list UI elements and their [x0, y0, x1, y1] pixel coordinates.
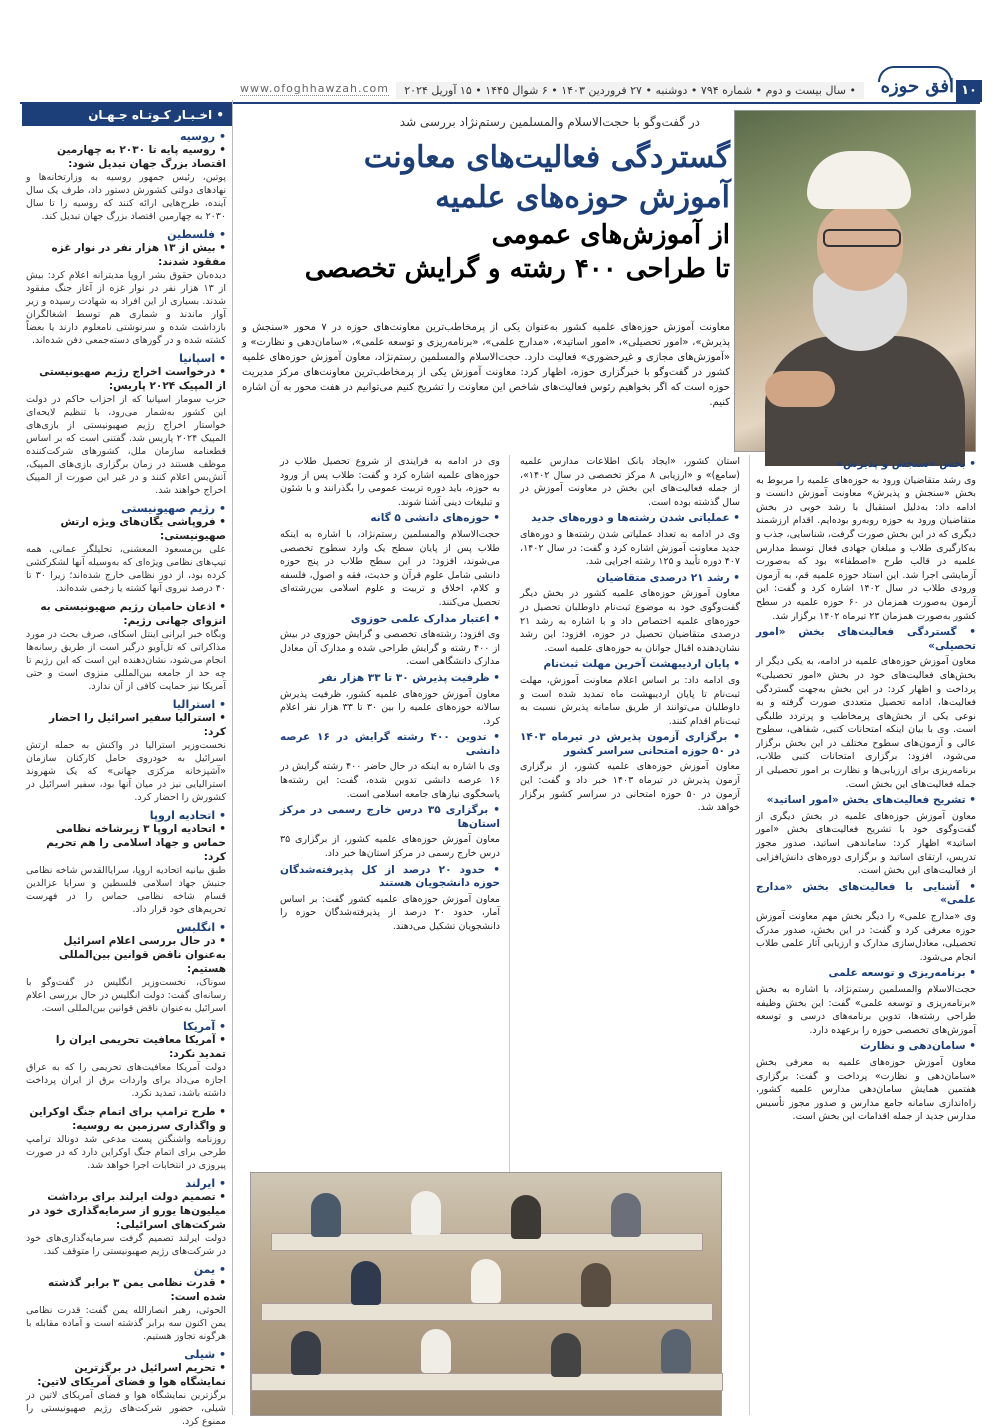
- news-body: دولت آمریکا معافیت‌های تحریمی را که به عراق اجازه می‌داد برای واردات برق از ایران پرداخت داشته باشد، تمدید نکرد.: [26, 1062, 226, 1099]
- section-subhead: • رشد ۲۱ درصدی متقاضیان: [596, 571, 740, 584]
- article-headline: [260, 138, 730, 286]
- paragraph: معاون آموزش حوزه‌های علمیه کشور در بخش دیگر گفت‌وگوی خود به موضوع ثبت‌نام داوطلبان تحصیل در حوزه‌های علمیه اختصاص داد و با اشاره به رشد ۲۱ درصدی متقاضیان تحصیل در حوزه، افزود: این رشد نشان‌دهنده اقبال جوانان به حوزه‌های علمیه است.: [520, 588, 740, 654]
- paragraph: معاون آموزش حوزه‌های علمیه به معرفی بخش «سامان‌دهی و نظارت» پرداخت و گفت: برگزاری هفتمین همایش سامان‌دهی مدارس علمیه کشور، راه‌اندازی سامانه جامع مدارس و صدور مجوز تأسیس مدارس جدید از جمله اقدامات این بخش است.: [756, 1056, 976, 1123]
- article-intro: معاونت آموزش حوزه‌های علمیه کشور به‌عنوان یکی از پرمخاطب‌ترین معاونت‌های حوزه در ۷ محور «سنجش و پذیرش»، «امور تحصیلی»، «امور اساتید»، «مدارج علمی»، «برنامه‌ریزی و توسعه علمی»، «سامان‌دهی و نظارت» و «آموزش‌های مجازی و غیرحضوری» فعالیت دارد. حجت‌الاسلام والمسلمین رستم‌نژاد، معاون آموزش حوزه‌های علمیه کشور در گفت‌وگو با خبرگزاری حوزه، اظهار کرد: معاونت آموزش یکی از پرمخاطب‌ترین معاونت‌های مرکز مدیریت حوزه است که اگر بخواهیم رئوس فعالیت‌های شاخص این معاونت را تشریح کنیم می‌توانیم در هفت محور به آن اشاره کنیم.: [242, 322, 730, 408]
- news-body: پوتین، رئیس جمهور روسیه به وزارتخانه‌ها و نهادهای دولتی کشورش دستور داد، طرف یک سال آینده، طرح‌هایی ارائه کنند که روسیه را تا سال ۲۰۳۰ به چهارمین اقتصاد بزرگ جهان تبدیل کند.: [26, 172, 226, 222]
- photo-student: [311, 1193, 341, 1237]
- section-subhead: • تدوین ۴۰۰ رشته گرایش در ۱۶ عرصه دانشی: [280, 731, 501, 757]
- news-body: وبگاه خبر ایرانی اینتل اسکای، صرف بحث در مورد مذاکراتی که تل‌آویو درگیر است از طریق رسانه‌ها انجام می‌شود، نشان‌دهنده این است که این رژیم تا چه حد از جامعه بین‌المللی منزوی است و حتی آمریکا نیز حمایت کافی از آن ندارد.: [26, 629, 226, 692]
- seminary-exam-photo: [250, 1172, 722, 1416]
- news-item: [26, 1177, 226, 1258]
- news-country: • روسیه: [179, 130, 226, 143]
- section-subhead: • عملیاتی شدن رشته‌ها و دوره‌های جدید: [531, 512, 740, 525]
- news-country: • اسپانیا: [179, 352, 226, 365]
- paragraph: معاون آموزش حوزه‌های علمیه کشور، ظرفیت پذیرش سالانه حوزه‌های علمیه را بین ۳۰ تا ۳۳ هزار نفر اعلام کرد.: [280, 688, 501, 727]
- column-divider: [749, 455, 750, 1415]
- news-item: [26, 352, 226, 497]
- newspaper-logo: افق حوزه: [880, 76, 954, 97]
- paragraph: وی در ادامه به تعداد عملیاتی شدن رشته‌ها و دوره‌های جدید معاونت آموزش اشاره کرد و گفت: در سال ۱۴۰۲، ۴۰۷ دوره تأیید و ۱۲۵ رشته اجرایی شد.: [520, 528, 740, 568]
- paragraph: وی «مدارج علمی» را دیگر بخش مهم معاونت آموزش حوزه معرفی کرد و گفت: در این بخش، صدور مدرک تحصیلی، معادل‌سازی مدارک و ارزیابی آثار علمی طلاب انجام می‌شود.: [756, 911, 976, 963]
- photo-desk-row: [261, 1303, 713, 1321]
- article-kicker: در گفت‌وگو با حجت‌الاسلام والمسلمین رستم‌نژاد بررسی شد: [399, 115, 700, 129]
- photo-desk-row: [251, 1373, 723, 1391]
- headline-line-2: آموزش حوزه‌های علمیه: [435, 180, 730, 215]
- news-item: [26, 1020, 226, 1100]
- paragraph: حجت‌الاسلام والمسلمین رستم‌نژاد، با اشاره به اینکه طلاب پس از پایان سطح یک وارد سطوح تخصصی می‌شوند، افزود: در این سطح طلاب در پنج حوزه دانشی شامل علوم قرآن و حدیث، فقه و اصول، فلسفه و کلام، اخلاق و تربیت و علوم اسلامی بین‌رشته‌ای تحصیل می‌کنند.: [280, 528, 500, 608]
- news-body: الحوثی، رهبر انصارالله یمن گفت: قدرت نظامی یمن اکنون سه برابر گذشته است و آماده مقابله با هرگونه تجاوز هستیم.: [26, 1305, 226, 1342]
- article-column-1: [756, 455, 976, 1415]
- section-subhead: • آشنایی با فعالیت‌های بخش «مدارج علمی»: [756, 880, 976, 907]
- headline-line-4: تا طراحی ۴۰۰ رشته و گرایش تخصصی: [304, 254, 730, 284]
- news-country: • رژیم صهیونیستی: [121, 502, 226, 515]
- news-head: • اتحادیه اروپا ۳ زیرشاخه نظامی حماس و جهاد اسلامی را هم تحریم کرد:: [46, 823, 226, 863]
- section-subhead: • پایان اردیبهشت آخرین مهلت ثبت‌نام: [543, 658, 740, 671]
- news-body: حزب سومار اسپانیا که از احزاب حاکم در دولت این کشور به‌شمار می‌رود، با تنظیم لایحه‌ای خواستار اخراج رژیم صهیونیستی از بازی‌های المپیک ۲۰۲۴ پاریس شد. گفتنی است که بر اساس قطعنامه سازمان ملل، کشورهای شرکت‌کننده موظف هستند در زمان برگزاری بازی‌های المپیک، آتش‌بس اعلام کنند و در غیر این صورت از المپیک اخراج خواهند شد.: [26, 394, 226, 496]
- news-body: دیده‌بان حقوق بشر اروپا مدیترانه اعلام کرد: بیش از ۱۳ هزار نفر در نوار غزه از آغاز جنگ مفقود شدند. بسیاری از این افراد به شهادت رسیده و زیر آوار ماندند و شماری هم توسط اشغالگران بازداشت شده و سرنوشتی نامعلوم دارند یا بعضاً کشته شده و در گورهای دسته‌جمعی دفن شده‌اند.: [26, 270, 226, 346]
- issue-line: • سال بیست و دوم • شماره ۷۹۴ • دوشنبه • ۲۷ فروردین ۱۴۰۳ • ۶ شوال ۱۴۴۵ • ۱۵ آوریل ۲۰۲۴: [396, 82, 864, 99]
- news-country: • آمریکا: [183, 1020, 226, 1033]
- news-body: روزنامه واشنگتن پست مدعی شد دونالد ترامپ طرحی برای اتمام جنگ اوکراین دارد که در صورت پیروزی در انتخابات اجرا خواهد شد.: [26, 1134, 226, 1171]
- news-body: نخست‌وزیر استرالیا در واکنش به حمله ارتش اسرائیل به خودروی حامل کارکنان سازمان «آشپزخانه مرکزی جهانی» که یک شهروند استرالیایی نیز در میان آنها بود، سفیر اسرائیل در کشورش را احضار کرد.: [26, 740, 226, 803]
- paragraph: معاون آموزش حوزه‌های علمیه کشور گفت: بر اساس آمار، حدود ۲۰ درصد از پذیرفته‌شدگان حوزه را دانشجویان تشکیل می‌دهند.: [280, 893, 500, 932]
- paragraph: معاون آموزش حوزه‌های علمیه در بخش دیگری از گفت‌وگوی خود با تشریح فعالیت‌های بخش «امور اساتید» اظهار کرد: ساماندهی اساتید، صدور مجوز تدریس، ارتقای اساتید و برگزاری دوره‌های دانش‌افزایی از فعالیت‌های این بخش است.: [756, 810, 976, 877]
- photo-student: [551, 1333, 581, 1377]
- sidebar-title: • اخـبـار کـوتـاه جـهـان: [22, 104, 232, 126]
- paragraph: وی ادامه داد: بر اساس اعلام معاونت آموزش، مهلت ثبت‌نام تا پایان اردیبهشت ماه تمدید شده است و داوطلبان می‌توانند از طریق سامانه پذیرش نسبت به ثبت‌نام اقدام کنند.: [520, 674, 740, 727]
- headline-line-3: از آموزش‌های عمومی: [491, 220, 730, 250]
- news-head: • درخواست اخراج رژیم صهیونیستی از المپیک ۲۰۲۴ پاریس:: [39, 366, 226, 392]
- news-item: [26, 228, 226, 347]
- photo-student: [351, 1261, 381, 1305]
- news-body: علی بن‌مسعود المعشنی، تحلیلگر عمانی، همه تیپ‌های نظامی ویژه‌ای که به‌وسیله آنها لشکرکشی کرده بود، از دور نظامی خارج شده‌اند؛ زیرا ۳۰ تا ۴۰ درصد نیروی آنها کشته یا زخمی شده‌اند.: [26, 544, 227, 594]
- photo-student: [661, 1329, 691, 1373]
- news-country: • انگلیس: [176, 921, 226, 934]
- paragraph: استان کشور، «ایجاد بانک اطلاعات مدارس علمیه (سامع)» و «ارزیابی ۸ مرکز تخصصی در سال ۱۴۰۲»، از جمله فعالیت‌های این بخش در معاونت آموزش در سال گذشته بوده است.: [520, 456, 740, 508]
- news-country: • اتحادیه اروپا: [149, 809, 226, 822]
- world-news-sidebar: [22, 100, 233, 1427]
- section-subhead: • حدود ۲۰ درصد از کل پذیرفته‌شدگان حوزه دانشجویان هستند: [280, 863, 500, 890]
- section-subhead: • تشریح فعالیت‌های بخش «امور اساتید»: [766, 794, 976, 807]
- section-subhead: • ظرفیت پذیرش ۳۰ تا ۳۳ هزار نفر: [318, 671, 500, 684]
- article-column-3: [280, 455, 500, 1170]
- photo-student: [611, 1193, 641, 1237]
- photo-student: [411, 1191, 441, 1235]
- paragraph: وی با اشاره به اینکه در حال حاضر ۴۰۰ رشته گرایش در ۱۶ عرصه دانشی تدوین شده، گفت: این رشته‌ها پاسخگوی نیازهای جامعه اسلامی است.: [280, 761, 501, 800]
- news-item: [26, 130, 226, 223]
- news-head: • قدرت نظامی یمن ۳ برابر گذشته شده است:: [48, 1277, 226, 1303]
- interviewee-photo: [734, 110, 976, 452]
- paragraph: وی افزود: رشته‌های تخصصی و گرایش حوزوی در بیش از ۴۰۰ رشته و گرایش طراحی شده و مدارک آن معادل مدارک دانشگاهی است.: [280, 629, 501, 668]
- paragraph: وی رشد متقاضیان ورود به حوزه‌های علمیه را مربوط به بخش «سنجش و پذیرش» معاونت آموزش دانست و ادامه داد: به‌دلیل استقبال با رشد خوبی در بخش متقاضیان ورود به حوزه روبه‌رو بوده‌ایم. اقدام ارزشمند دیگری که در این بخش صورت گرفت، شناسایی، جذب و به‌کارگیری طلاب و مبلغان جهادی فعال توسط مدارس علمیه در قالب طرح «اصطفاء» بود که به‌صورت آزمایشی اجرا شد. این استاد حوزه علمیه قم، به آزمون ورودی طلاب در سال ۱۴۰۲ اشاره کرد و گفت: این آزمون به‌صورت همزمان در ۶۰ حوزه علمیه در سطح کشور به‌صورت همزمان ۲۳ تیرماه ۱۴۰۲ برگزار شد.: [756, 474, 976, 622]
- section-subhead: • بخش «سنجش و پذیرش»: [836, 458, 976, 470]
- news-item: [26, 809, 226, 916]
- news-item: [26, 921, 226, 1015]
- news-head: • فروپاشی یگان‌های ویژه ارتش صهیونیستی:: [60, 516, 226, 542]
- photo-face: [817, 203, 903, 291]
- paragraph: معاون آموزش حوزه‌های علمیه در ادامه، به یکی دیگر از بخش‌های فعالیت‌های خود در بخش «امور تحصیلی» پرداخت و اظهار کرد: در این بخش به‌جهت گستردگی فعالیت‌ها، ادامه تحصیل متعددی صورت گرفته و به نوعی یکی از بخش‌های پرمخاطب و پرتردد طلبگی است. وی با بیان اینکه امتحانات کتبی، شفاهی، سطوح عالی و آزمون‌های سطوح مختلف در این بخش برگزار می‌شود، افزود: برگزاری امتحانات کتبی طلاب، برنامه‌ریزی برای ارزیابی‌ها و نظارت بر امور تحصیلی از جمله فعالیت‌های این بخش است.: [756, 656, 976, 790]
- photo-student: [421, 1329, 451, 1373]
- news-head: • تصمیم دولت ایرلند برای برداشت میلیون‌ها یورو از سرمایه‌گذاری خود در شرکت‌های اسرائیلی:: [28, 1191, 226, 1231]
- section-subhead: • برنامه‌ریزی و توسعه علمی: [828, 967, 976, 980]
- news-head: • آمریکا معافیت تحریمی ایران را تمدید نکرد:: [55, 1034, 226, 1060]
- news-body: دولت ایرلند تصمیم گرفت سرمایه‌گذاری‌های خود در شرکت‌های رژیم صهیونیستی را متوقف کند.: [26, 1233, 226, 1257]
- headline-line-1: گستردگی فعالیت‌های معاونت: [363, 140, 730, 175]
- section-subhead: • گستردگی فعالیت‌های بخش «امور تحصیلی»: [756, 626, 976, 652]
- section-subhead: • سامان‌دهی و نظارت: [860, 1040, 976, 1053]
- news-list: [22, 130, 232, 1428]
- paragraph: حجت‌الاسلام والمسلمین رستم‌نژاد، با اشاره به بخش «برنامه‌ریزی و توسعه علمی» گفت: این بخش وظیفه طراحی رشته‌ها، تدوین برنامه‌های درسی و توسعه آموزش‌های تخصصی حوزه را برعهده دارد.: [756, 983, 976, 1036]
- masthead: [0, 0, 1000, 100]
- news-country: • فلسطین: [167, 228, 226, 241]
- photo-student: [581, 1263, 611, 1307]
- news-country: • ایرلند: [185, 1177, 226, 1190]
- news-item: [26, 1348, 226, 1428]
- paragraph: معاون آموزش حوزه‌های علمیه کشور، از برگزاری ۳۵ درس خارج رسمی در مرکز استان‌ها خبر داد.: [280, 834, 500, 860]
- paragraph: وی در ادامه به فرایندی از شروع تحصیل طلاب در حوزه‌های علمیه اشاره کرد و گفت: طلاب پس از ورود به حوزه، باید دوره تربیت عمومی را بگذرانند و با شئون و تبلیغات دینی آشنا شوند.: [280, 456, 500, 508]
- paragraph: معاون آموزش حوزه‌های علمیه کشور، از برگزاری آزمون پذیرش در تیرماه ۱۴۰۳ خبر داد و گفت: این آزمون در ۵۰ حوزه امتحانی در سراسر کشور برگزار خواهد شد.: [520, 761, 740, 814]
- photo-student: [471, 1259, 501, 1303]
- photo-hand: [765, 371, 835, 407]
- news-head: • طرح ترامپ برای اتمام جنگ اوکراین و واگذاری سرزمین به روسیه:: [29, 1106, 226, 1132]
- photo-student: [511, 1195, 541, 1239]
- section-subhead: • برگزاری آزمون پذیرش در تیرماه ۱۴۰۳ در ۵۰ حوزه امتحانی سراسر کشور: [520, 731, 740, 757]
- news-head: • روسیه پایه تا ۲۰۳۰ به چهارمین اقتصاد بزرگ جهان تبدیل شود:: [57, 144, 226, 170]
- news-item: [26, 1263, 226, 1343]
- news-head: • در حال بررسی اعلام اسرائیل به‌عنوان ناقض قوانین بین‌المللی هستیم:: [58, 935, 226, 975]
- news-head: • بیش از ۱۳ هزار نفر در نوار غزه مفقود شدند:: [51, 242, 226, 268]
- section-subhead: • اعتبار مدارک علمی حوزوی: [350, 612, 500, 625]
- news-country: • شیلی: [184, 1348, 226, 1361]
- news-item: [26, 1105, 226, 1172]
- photo-turban: [807, 151, 911, 209]
- page-number: ۱۰: [956, 80, 982, 102]
- news-country: • استرالیا: [172, 698, 226, 711]
- news-body: طبق بیانیه اتحادیه اروپا، سرایاالقدس شاخه نظامی جنبش جهاد اسلامی فلسطین و سرایا عزالدین قسام شاخه نظامی حماس را در فهرست تحریم‌های خود قرار داد.: [26, 865, 226, 915]
- news-item: [26, 698, 226, 804]
- section-subhead: • حوزه‌های دانشی ۵ گانه: [370, 512, 500, 525]
- news-body: سوناک، نخست‌وزیر انگلیس در گفت‌وگو با رسانه‌ای گفت: دولت انگلیس در حال بررسی اعلام اسرائیل به‌عنوان ناقض قوانین بین‌المللی است.: [26, 977, 226, 1014]
- photo-glasses: [823, 229, 901, 247]
- photo-student: [291, 1331, 321, 1375]
- news-head: • تحریم اسرائیل در برگزترین نمایشگاه هوا و فضای آمریکای لاتین:: [37, 1362, 226, 1388]
- news-body: برگزترین نمایشگاه هوا و فضای آمریکای لاتین در شیلی، حضور شرکت‌های رژیم صهیونیستی را ممنوع کرد.: [26, 1390, 226, 1427]
- news-head: • استرالیا سفیر اسرائیل را احضار کرد:: [48, 712, 226, 738]
- news-head: • اذعان حامیان رژیم صهیونیستی به انزوای جهانی رژیم:: [40, 601, 226, 627]
- site-url[interactable]: www.ofoghhawzah.com: [240, 82, 389, 95]
- news-country: • یمن: [193, 1263, 226, 1276]
- news-item: [26, 502, 226, 595]
- section-subhead: • برگزاری ۳۵ درس خارج رسمی در مرکز استان‌ها: [280, 804, 500, 830]
- news-item: [26, 600, 226, 693]
